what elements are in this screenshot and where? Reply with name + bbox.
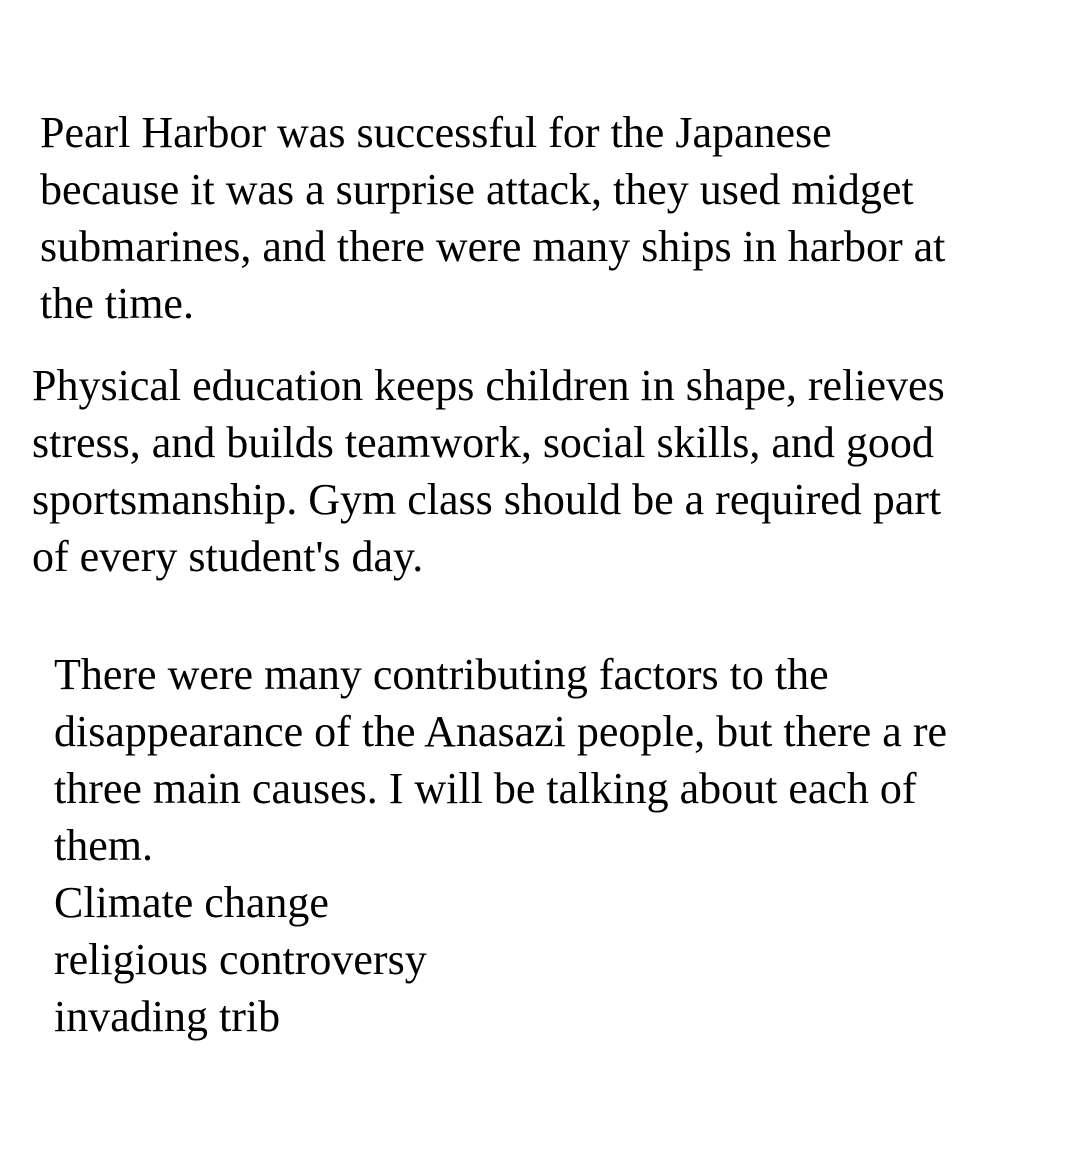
paragraph-pearl-harbor — [40, 104, 945, 332]
list-item: Climate change — [54, 878, 329, 927]
text-line: the time. — [40, 279, 194, 328]
text-line: Physical education keeps children in shape, relieves — [32, 361, 945, 410]
text-line: stress, and builds teamwork, social skills, and good — [32, 418, 934, 467]
causes-list — [54, 874, 947, 1045]
text-line: three main causes. I will be talking about each of — [54, 764, 917, 813]
paragraph-physical-education — [32, 357, 945, 585]
paragraph-anasazi — [54, 646, 947, 1045]
text-line: sportsmanship. Gym class should be a required part — [32, 475, 942, 524]
list-item: invading trib — [54, 992, 281, 1041]
text-line: There were many contributing factors to the — [54, 650, 829, 699]
list-item: religious controversy — [54, 935, 427, 984]
text-line: because it was a surprise attack, they used midget — [40, 165, 914, 214]
text-line: Pearl Harbor was successful for the Japanese — [40, 108, 832, 157]
text-line: disappearance of the Anasazi people, but there a re — [54, 707, 948, 756]
text-line: them. — [54, 821, 153, 870]
text-line: submarines, and there were many ships in harbor at — [40, 222, 946, 271]
text-line: of every student's day. — [32, 532, 424, 581]
